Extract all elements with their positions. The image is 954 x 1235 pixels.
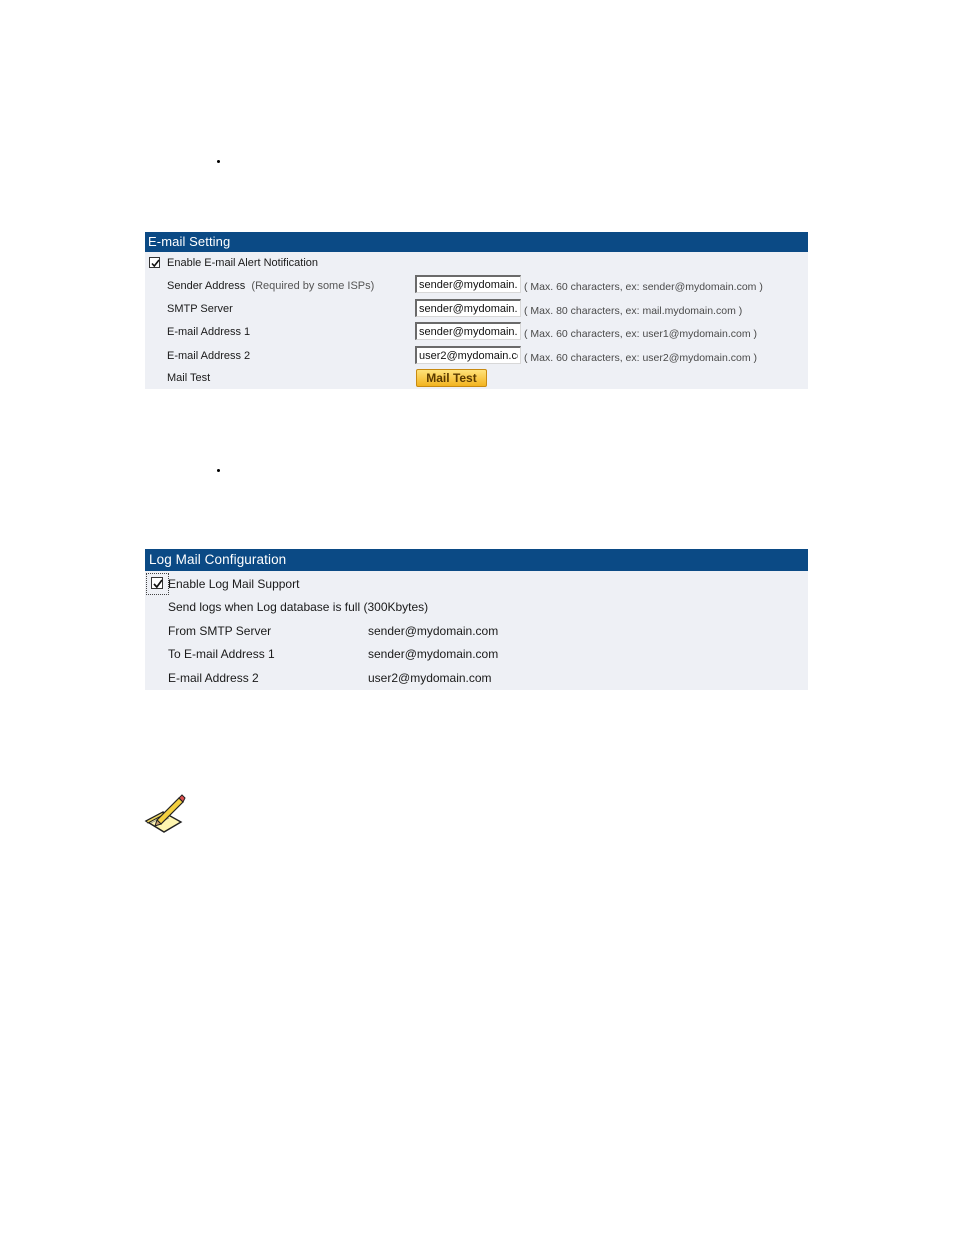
enable-email-alert-checkbox[interactable] xyxy=(149,257,160,268)
to-email-address-1-value: sender@mydomain.com xyxy=(368,647,499,661)
bullet-marker xyxy=(217,160,220,163)
enable-log-mail-label: Enable Log Mail Support xyxy=(168,577,300,591)
log-mail-title: Log Mail Configuration xyxy=(145,549,808,571)
email-setting-panel xyxy=(145,232,808,389)
log-email-address-2-value: user2@mydomain.com xyxy=(368,671,492,685)
checkmark-icon xyxy=(150,258,161,269)
smtp-server-input[interactable] xyxy=(415,299,521,317)
email-address-2-input[interactable] xyxy=(415,346,521,364)
log-mail-panel xyxy=(145,549,808,690)
email-address-1-label: E-mail Address 1 xyxy=(167,326,251,338)
smtp-server-hint: ( Max. 80 characters, ex: mail.mydomain.com ) xyxy=(524,305,743,317)
log-mail-description: Send logs when Log database is full (300Kbytes) xyxy=(168,600,429,614)
email-address-2-hint: ( Max. 60 characters, ex: user2@mydomain.com ) xyxy=(524,352,757,364)
log-email-address-2-label: E-mail Address 2 xyxy=(168,671,259,685)
note-pencil-icon xyxy=(143,794,187,834)
email-setting-title: E-mail Setting xyxy=(145,232,808,252)
email-address-1-hint: ( Max. 60 characters, ex: user1@mydomain.com ) xyxy=(524,328,757,340)
smtp-server-label: SMTP Server xyxy=(167,303,233,315)
sender-address-input[interactable] xyxy=(415,275,521,293)
email-address-1-input[interactable] xyxy=(415,322,521,340)
sender-address-label-row xyxy=(167,278,374,294)
to-email-address-1-label: To E-mail Address 1 xyxy=(168,647,275,661)
email-address-2-label: E-mail Address 2 xyxy=(167,350,251,362)
sender-address-note: (Required by some ISPs) xyxy=(251,280,375,292)
enable-email-alert-label: Enable E-mail Alert Notification xyxy=(167,257,319,269)
sender-address-label: Sender Address xyxy=(167,280,246,292)
mail-test-button[interactable]: Mail Test xyxy=(416,369,487,387)
from-smtp-server-label: From SMTP Server xyxy=(168,624,272,638)
enable-log-mail-checkbox[interactable] xyxy=(151,577,163,589)
sender-address-hint: ( Max. 60 characters, ex: sender@mydomain.com ) xyxy=(524,281,763,293)
from-smtp-server-value: sender@mydomain.com xyxy=(368,624,499,638)
checkmark-icon xyxy=(152,578,164,590)
mail-test-label: Mail Test xyxy=(167,372,211,384)
bullet-marker xyxy=(217,469,220,472)
